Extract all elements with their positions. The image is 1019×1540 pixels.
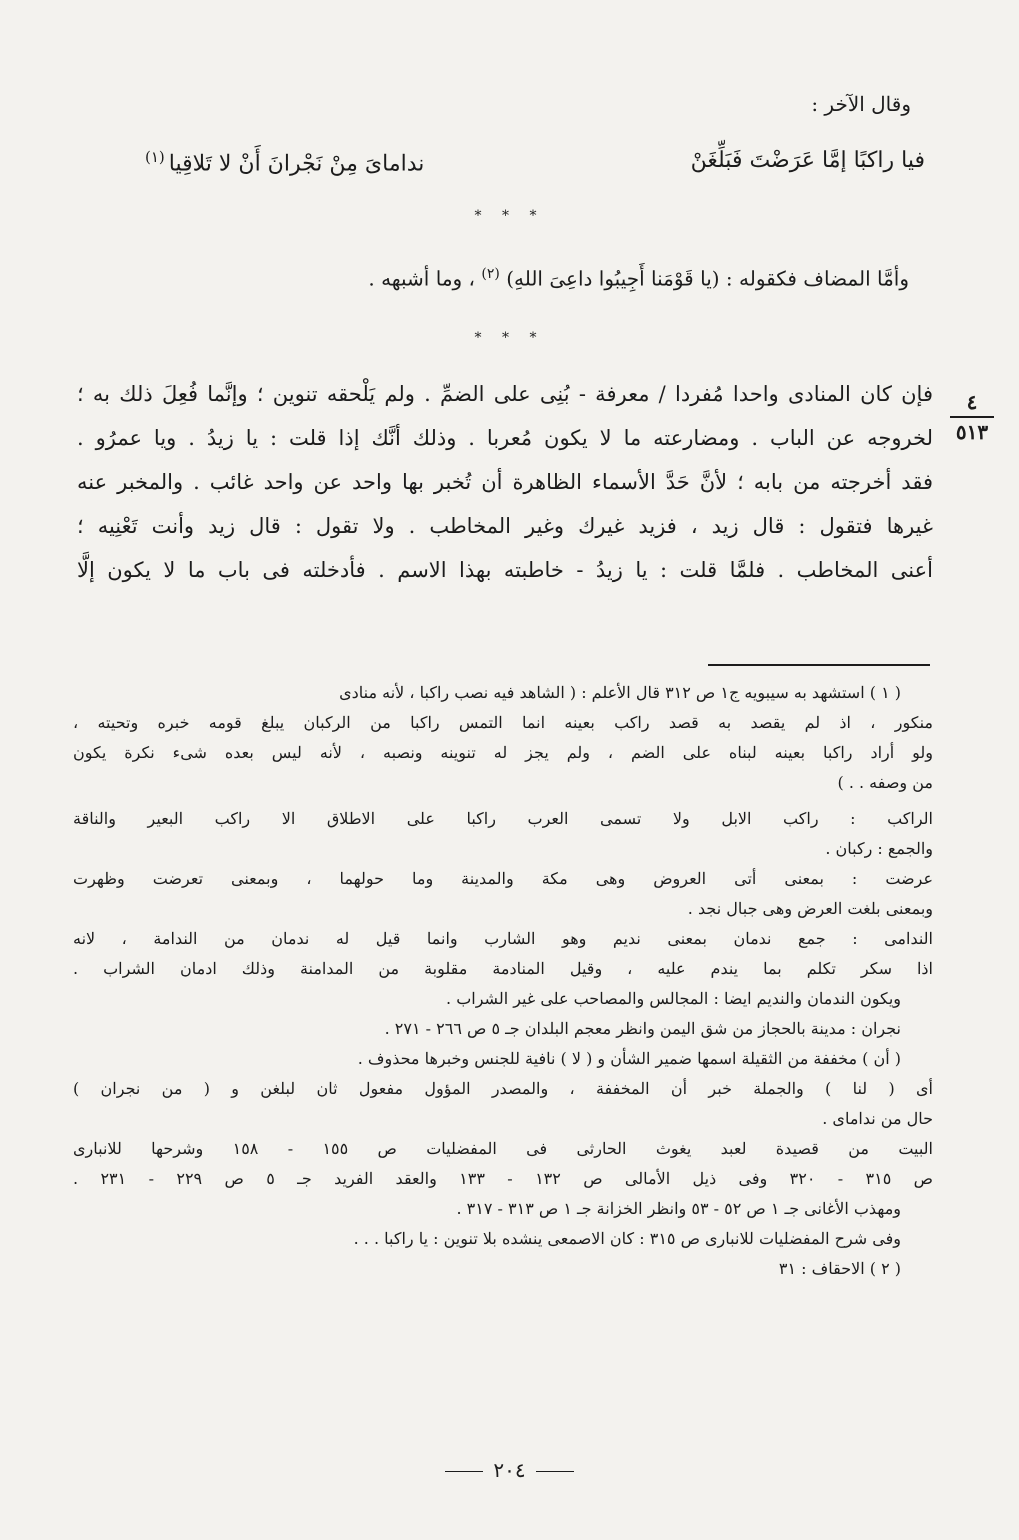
- footnote-line: ( ١ ) استشهد به سيبويه ج١ ص ٣١٢ قال الأعلم : ( الشاهد فيه نصب راكبا ، لأنه منادى: [339, 683, 901, 702]
- footnote-line: وفى شرح المفضليات للانبارى ص ٣١٥ : كان الاصمعى ينشده بلا تنوين : يا راكبا . . .: [353, 1229, 901, 1248]
- footnote-line: ولو أراد راكبا بعينه لبناه على الضم ، ولم يجز له تنوينه ونصبه ، لأنه ليس بعده شىء نكرة يكون: [73, 743, 933, 762]
- margin-reference-top: ٤: [966, 390, 978, 414]
- footnote-line: من وصفه . . ): [837, 773, 933, 792]
- footnote-line: الراكب : راكب الابل ولا تسمى العرب راكبا على الاطلاق الا راكب البعير والناقة: [73, 809, 933, 828]
- page-number: [0, 1458, 1019, 1482]
- footnote-ref-1: (١): [145, 148, 165, 166]
- footnote-line: البيت من قصيدة لعبد يغوث الحارثى فى المفضليات ص ١٥٥ - ١٥٨ وشرحها للانبارى: [73, 1139, 933, 1158]
- mudaf-line: [368, 266, 909, 291]
- footnote-line: ويكون الندمان والنديم ايضا : المجالس والمصاحب على غير الشراب .: [446, 989, 901, 1008]
- footnote-line: والجمع : ركبان .: [825, 839, 933, 858]
- footnote-line: ( ٢ ) الاحقاف : ٣١: [778, 1259, 901, 1278]
- body-line: لخروجه عن الباب . ومضارعته ما لا يكون مُعربا . وذلك أنَّك إذا قلت : يا زيدُ . ويا عمرُو .: [77, 426, 933, 450]
- body-line: غيرها فتقول : قال زيد ، فزيد غيرك وغير المخاطب . ولا تقول : قال زيد وأنت تَعْنِيه ؛: [77, 514, 933, 538]
- verse-second-hemistich-wrap: [145, 148, 424, 176]
- margin-reference-bottom: ٥١٣: [955, 420, 989, 444]
- margin-reference: [942, 388, 1002, 446]
- footnote-line: حال من نداماى .: [822, 1109, 933, 1128]
- footnote-line: ( أن ) مخففة من الثقيلة اسمها ضمير الشأن و ( لا ) نافية للجنس وخبرها محذوف .: [357, 1049, 901, 1068]
- page-number-value: ٢٠٤: [493, 1458, 526, 1482]
- footnotes: [73, 678, 933, 1284]
- footnote-line: عرضت : بمعنى أتى العروض وهى مكة والمدينة وما حولهما ، وبمعنى تعرضت وظهرت: [73, 869, 933, 888]
- page-number-dash: [536, 1471, 574, 1472]
- section-separator-stars: * * *: [474, 208, 545, 224]
- footnote-line: نجران : مدينة بالحجاز من شق اليمن وانظر معجم البلدان جـ ٥ ص ٢٦٦ - ٢٧١ .: [384, 1019, 901, 1038]
- footnote-separator: [708, 664, 930, 666]
- section-separator-stars: * * *: [474, 330, 545, 346]
- mudaf-text-end: ، وما أشبهه .: [368, 266, 475, 291]
- footnote-ref-2: (٢): [481, 266, 500, 282]
- mudaf-text: وأمَّا المضاف فكقوله : (يا قَوْمَنا أَجِيبُوا داعِىَ اللهِ): [506, 266, 909, 291]
- page-number-dash: [445, 1471, 483, 1472]
- footnote-line: الندامى : جمع ندمان بمعنى نديم وهو الشارب وانما قيل له ندمان من الندامة ، لانه: [73, 929, 933, 948]
- footnote-line: ومهذب الأغانى جـ ١ ص ٥٢ - ٥٣ وانظر الخزانة جـ ١ ص ٣١٣ - ٣١٧ .: [456, 1199, 901, 1218]
- body-line: فإن كان المنادى واحدا مُفردا / معرفة - بُنِى على الضمِّ . ولم يَلْحقه تنوين ؛ وإنَّما فُعِلَ ذلك به ؛: [77, 382, 933, 406]
- footnote-line: وبمعنى بلغت العرض وهى جبال نجد .: [687, 899, 933, 918]
- footnote-line: أى ( لنا ) والجملة خبر أن المخففة ، والمصدر المؤول مفعول ثان لبلغن و ( من نجران ): [73, 1079, 933, 1098]
- footnote-line: منكور ، اذ لم يقصد به قصد راكب بعينه انما التمس راكبا من الركبان يبلغ قومه خبره وتحيته ،: [73, 713, 933, 732]
- body-paragraph: [77, 372, 933, 592]
- body-line: أعنى المخاطب . فلمَّا قلت : يا زيدُ - خاطبته بهذا الاسم . فأدخلته فى باب ما لا يكون إلَّا: [77, 558, 933, 582]
- footnote-line: ص ٣١٥ - ٣٢٠ وفى ذيل الأمالى ص ١٣٢ - ١٣٣ والعقد الفريد جـ ٥ ص ٢٢٩ - ٢٣١ .: [73, 1169, 933, 1188]
- body-line: فقد أخرجته من بابه ؛ لأنَّ حَدَّ الأسماء الظاهرة أن تُخبر بها واحد عن واحد غائب . والمخبر عنه: [77, 470, 933, 494]
- poetry-verse: [145, 128, 925, 188]
- intro-line: وقال الآخر :: [811, 92, 911, 116]
- verse-second-hemistich: نداماىَ مِنْ نَجْرانَ أَنْ لا تَلاقِيا: [168, 151, 425, 177]
- footnote-line: اذا سكر تكلم بما يندم عليه ، وقيل المنادمة مقلوبة من المدامنة وذلك ادمان الشراب .: [73, 959, 933, 978]
- verse-first-hemistich: فيا راكبًا إمَّا عَرَضْتَ فَبَلِّغَنْ: [690, 148, 925, 173]
